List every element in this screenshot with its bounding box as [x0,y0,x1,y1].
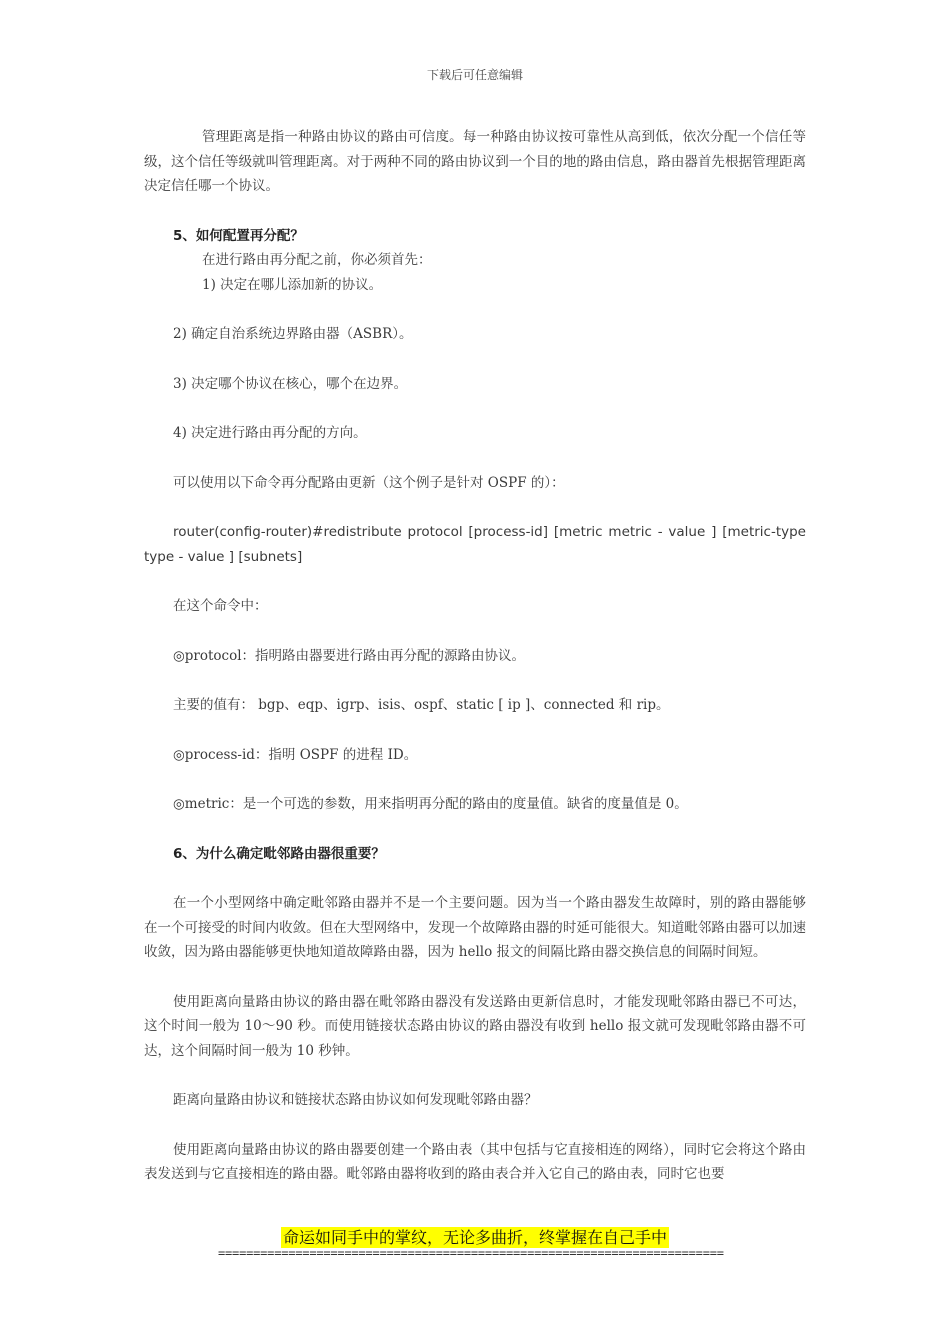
list-item-1: 1) 决定在哪儿添加新的协议。 [202,276,383,293]
section-heading-5: 5、如何配置再分配？ [173,227,304,244]
document-body [144,125,806,1187]
paragraph-detection-time: 使用距离向量路由协议的路由器在毗邻路由器没有发送路由更新信息时，才能发现毗邻路由器已不可达，这个时间一般为 10～90 秒。而使用链接状态路由协议的路由器没有收到 hello 报文就可发现毗邻路由器不可达，这个间隔时间一般为 10 秒钟。 [144,993,806,1059]
paragraph-before-redistribution: 在进行路由再分配之前，你必须首先： [202,252,432,268]
footer-motto-text: 命运如同手中的掌纹，无论多曲折，终掌握在自己手中 [282,1228,667,1247]
section-heading-6: 6、为什么确定毗邻路由器很重要？ [173,845,385,862]
param-process-id: ◎process-id：指明 OSPF 的进程 ID。 [173,746,418,763]
list-item-4: 4) 决定进行路由再分配的方向。 [173,425,367,441]
paragraph-question: 距离向量路由协议和链接状态路由协议如何发现毗邻路由器？ [173,1092,538,1108]
paragraph-admin-distance: 管理距离是指一种路由协议的路由可信度。每一种路由协议按可靠性从高到低，依次分配一个信任等级，这个信任等级就叫管理距离。对于两种不同的路由协议到一个目的地的路由信息，路由器首先根据管理距离决定信任哪一个协议。 [144,129,806,194]
footer-motto [0,1225,950,1248]
page-header: 下载后可任意编辑 [426,68,523,82]
list-item-2: 2) 确定自治系统边界路由器（ASBR）。 [173,326,413,342]
paragraph-distance-vector: 使用距离向量路由协议的路由器要创建一个路由表（其中包括与它直接相连的网络），同时它会将这个路由表发送到与它直接相连的路由器。毗邻路由器将收到的路由表合并入它自己的路由表，同时它也要 [144,1141,806,1182]
param-metric: ◎metric：是一个可选的参数，用来指明再分配的路由的度量值。缺省的度量值是 0。 [173,796,688,812]
list-item-3: 3) 决定哪个协议在核心，哪个在边界。 [173,375,408,392]
paragraph-command-intro: 可以使用以下命令再分配路由更新（这个例子是针对 OSPF 的）： [173,474,565,491]
param-protocol: ◎protocol：指明路由器要进行路由再分配的源路由协议。 [173,647,526,664]
command-line: router(config-router)#redistribute protocol [process-id] [metric metric - value ] [metric-type type - value ] [subnets] [144,524,806,565]
footer-divider: ======================================================================== [218,1246,724,1260]
paragraph-neighbor-importance: 在一个小型网络中确定毗邻路由器并不是一个主要问题。因为当一个路由器发生故障时，别的路由器能够在一个可接受的时间内收敛。但在大型网络中，发现一个故障路由器的时延可能很大。知道毗邻路由器可以加速收敛，因为路由器能够更快地知道故障路由器，因为 hello 报文的间隔比路由器交换信息的间隔时间短。 [144,895,806,960]
param-protocol-values: 主要的值有： bgp、eqp、igrp、isis、ospf、static [ ip ]、connected 和 rip。 [173,697,670,713]
paragraph-in-command: 在这个命令中： [173,598,268,614]
